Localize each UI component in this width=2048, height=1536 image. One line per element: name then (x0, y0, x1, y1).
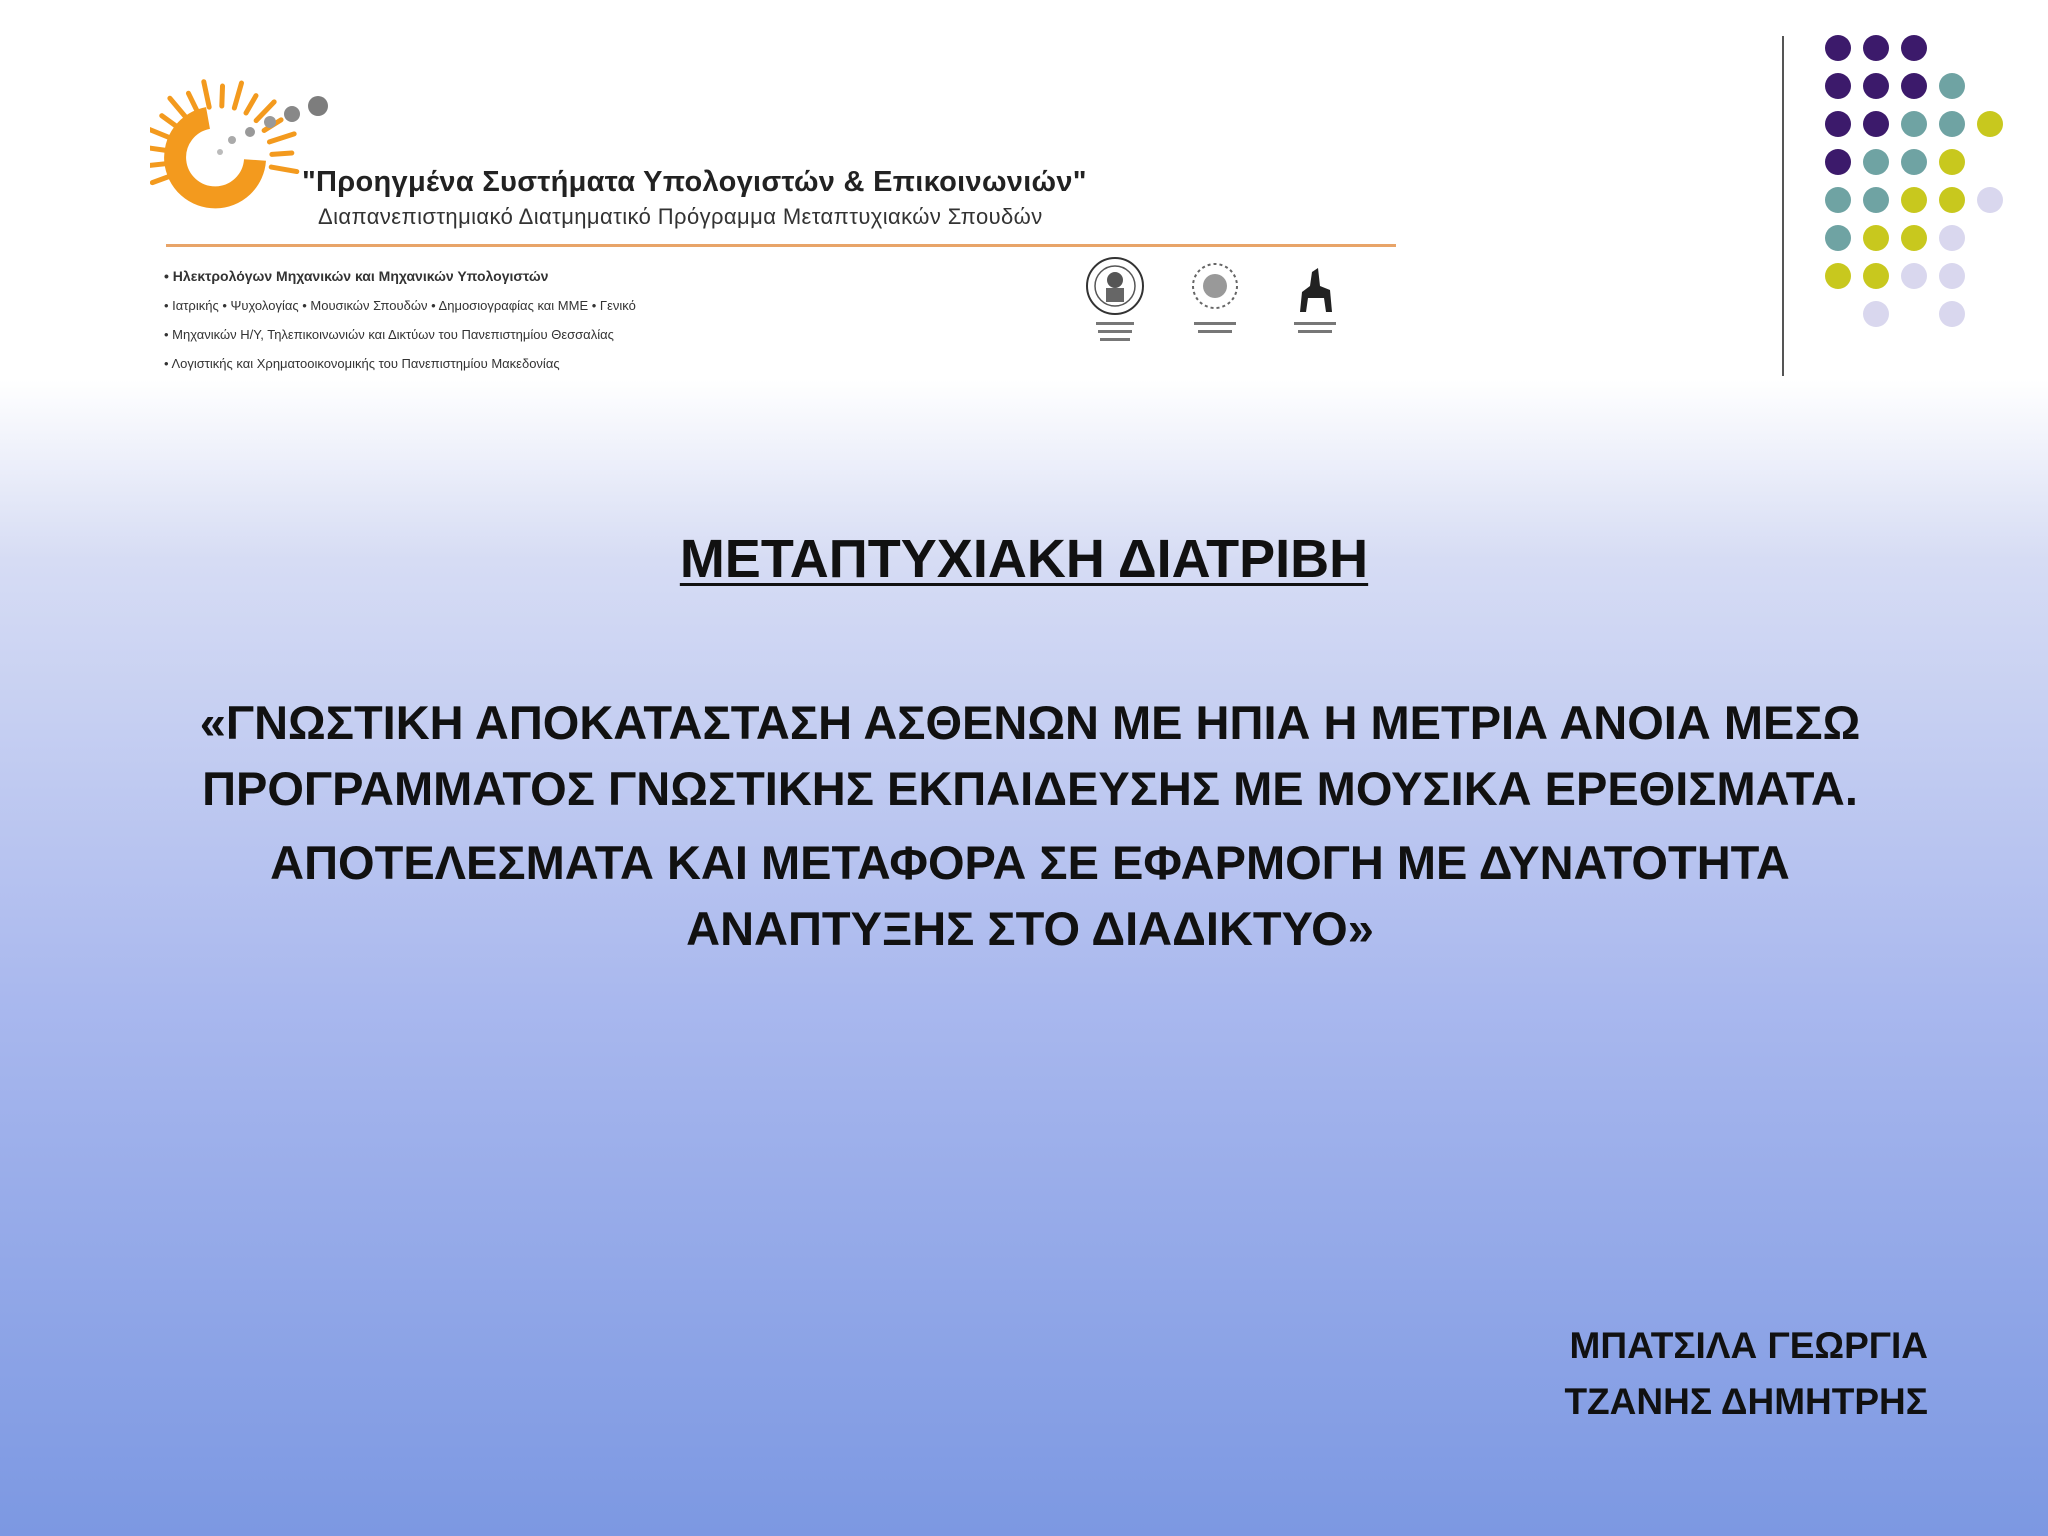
decorative-dot (1939, 263, 1965, 289)
decorative-dot (1825, 73, 1851, 99)
program-subtitle: Διαπανεπιστημιακό Διατμηματικό Πρόγραμμα Μεταπτυχιακών Σπουδών (318, 204, 1043, 229)
centaur-emblem-icon (1294, 268, 1336, 333)
decorative-dot (1901, 149, 1927, 175)
decorative-dot (1939, 187, 1965, 213)
decorative-dot-grid (1810, 28, 2040, 338)
decorative-dot (1977, 187, 2003, 213)
decorative-dot (1863, 187, 1889, 213)
decorative-dot (1863, 111, 1889, 137)
decorative-dot (1825, 149, 1851, 175)
decorative-dot (1939, 111, 1965, 137)
decorative-dot (1825, 35, 1851, 61)
decorative-dot (1863, 263, 1889, 289)
university-emblem-icon (1193, 264, 1237, 333)
decorative-dot (1939, 149, 1965, 175)
decorative-dot (1901, 35, 1927, 61)
decorative-dot (1901, 187, 1927, 213)
decorative-dot (1825, 187, 1851, 213)
header-divider (166, 244, 1396, 247)
university-seals (1080, 252, 1360, 362)
decorative-dot (1901, 263, 1927, 289)
decorative-dot (1939, 301, 1965, 327)
vertical-divider (1782, 36, 1784, 376)
decorative-dot (1863, 301, 1889, 327)
department-item: • Λογιστικής και Χρηματοοικονομικής του Πανεπιστημίου Μακεδονίας (164, 356, 560, 371)
decorative-dot (1901, 111, 1927, 137)
department-item: • Ηλεκτρολόγων Μηχανικών και Μηχανικών Υπολογιστών (164, 268, 549, 284)
thesis-heading: ΜΕΤΑΠΤΥΧΙΑΚΗ ΔΙΑΤΡΙΒΗ (679, 529, 1369, 589)
department-item: • Μηχανικών Η/Υ, Τηλεπικοινωνιών και Δικτύων του Πανεπιστημίου Θεσσαλίας (164, 327, 614, 342)
decorative-dot (1901, 225, 1927, 251)
decorative-dot (1825, 111, 1851, 137)
decorative-dot (1863, 35, 1889, 61)
thesis-title-part2: ΑΠΟΤΕΛΕΣΜΑΤΑ ΚΑΙ ΜΕΤΑΦΟΡΑ ΣΕ ΕΦΑΡΜΟΓΗ ΜΕ ΔΥΝΑΤΟΤΗΤΑ ΑΝΑΠΤΥΞΗΣ ΣΤΟ ΔΙΑΔΙΚΤΥΟ» (270, 836, 1790, 955)
author-name: ΤΖΑΝΗΣ ΔΗΜΗΤΡΗΣ (1564, 1381, 1928, 1422)
decorative-dot (1825, 225, 1851, 251)
decorative-dot (1825, 263, 1851, 289)
author-list (1564, 1318, 1928, 1430)
university-seal-icon (1087, 258, 1143, 341)
program-title: "Προηγμένα Συστήματα Υπολογιστών & Επικοινωνιών" (302, 166, 1087, 198)
decorative-dot (1939, 225, 1965, 251)
decorative-dot (1977, 111, 2003, 137)
decorative-dot (1939, 73, 1965, 99)
author-name: ΜΠΑΤΣΙΛΑ ΓΕΩΡΓΙΑ (1569, 1325, 1928, 1366)
decorative-dot (1863, 225, 1889, 251)
thesis-title-part1: «ΓΝΩΣΤΙΚΗ ΑΠΟΚΑΤΑΣΤΑΣΗ ΑΣΘΕΝΩΝ ΜΕ ΗΠΙΑ Η ΜΕΤΡΙΑ ΑΝΟΙΑ ΜΕΣΩ ΠΡΟΓΡΑΜΜΑΤΟΣ ΓΝΩΣΤΙΚΗΣ ΕΚΠΑΙΔΕΥΣΗΣ ΜΕ ΜΟΥΣΙΚΑ ΕΡΕΘΙΣΜΑΤΑ. (199, 696, 1861, 815)
thesis-title (140, 690, 1920, 962)
department-item: • Ιατρικής • Ψυχολογίας • Μουσικών Σπουδών • Δημοσιογραφίας και ΜΜΕ • Γενικό (164, 298, 636, 313)
department-list (164, 262, 636, 378)
decorative-dot (1863, 149, 1889, 175)
decorative-dot (1901, 73, 1927, 99)
decorative-dot (1863, 73, 1889, 99)
